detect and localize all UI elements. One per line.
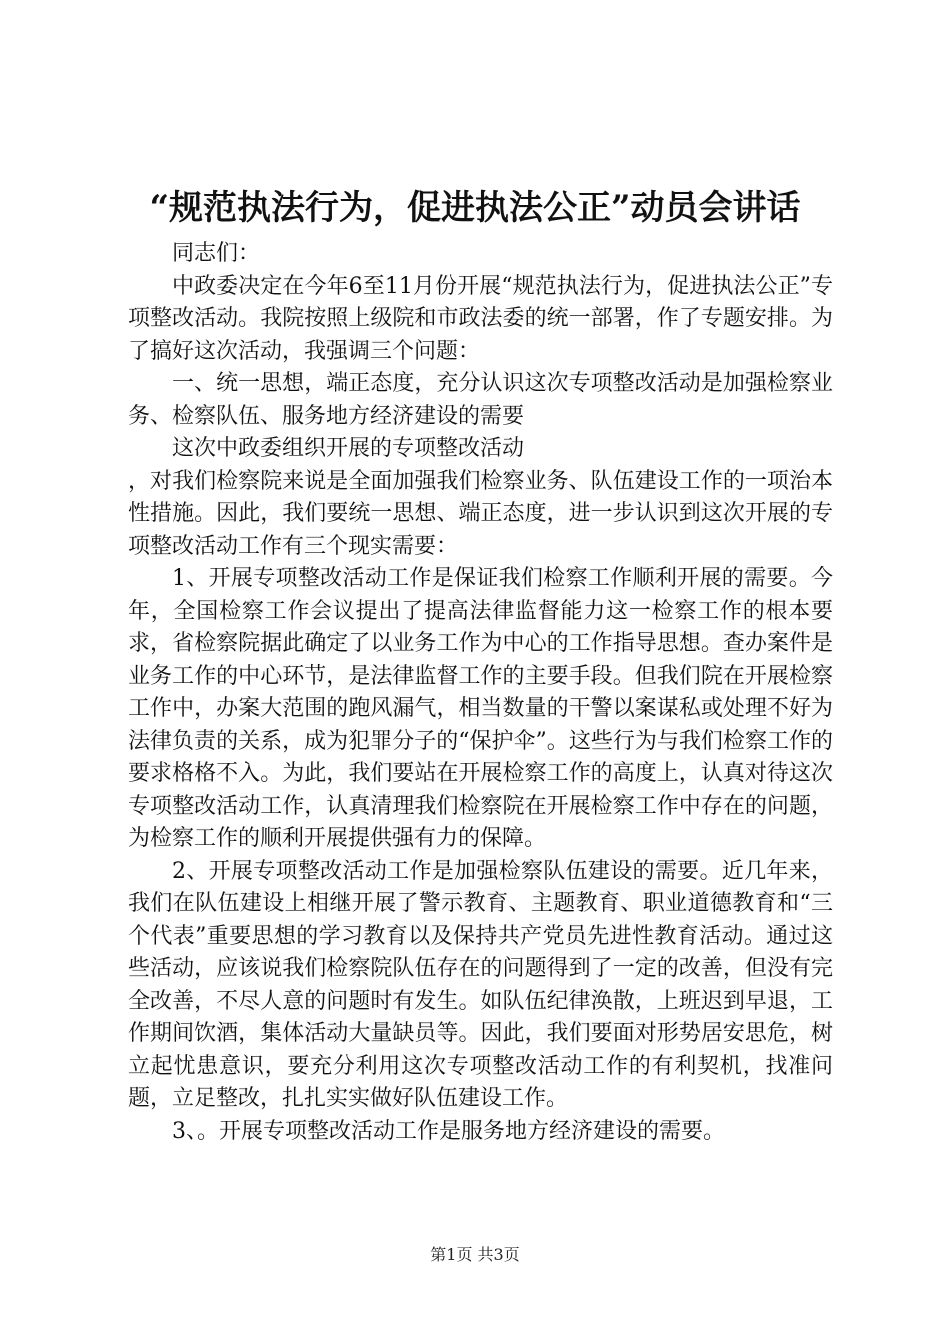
salutation: 同志们：: [172, 241, 261, 266]
paragraph-point-1: 1、开展专项整改活动工作是保证我们检察工作顺利开展的需要。今年，全国检察工作会议提出了提高法律监督能力这一检察工作的根本要求，省检察院据此确定了以业务工作为中心的工作指导思想。查办案件是业务工作的中心环节，是法律监督工作的主要手段。但我们院在开展检察工作中，办案大范围的跑风漏气，相当数量的干警以案谋私或处理不好为法律负责的关系，成为犯罪分子的“保护伞”。这些行为与我们检察工作的要求格格不入。为此，我们要站在开展检察工作的高度上，认真对待这次专项整改活动工作，认真清理我们检察院在开展检察工作中存在的问题，为检察工作的顺利开展提供强有力的保障。: [128, 566, 833, 851]
paragraph-point-2: 2、开展专项整改活动工作是加强检察队伍建设的需要。近几年来，我们在队伍建设上相继开展了警示教育、主题教育、职业道德教育和“三个代表”重要思想的学习教育以及保持共产党员先进性教育活动。通过这些活动，应该说我们检察院队伍存在的问题得到了一定的改善，但没有完全改善，不尽人意的问题时有发生。如队伍纪律涣散，上班迟到早退，工作期间饮酒，集体活动大量缺员等。因此，我们要面对形势居安思危，树立起忧患意识，要充分利用这次专项整改活动工作的有利契机，找准问题，立足整改，扎扎实实做好队伍建设工作。: [128, 858, 833, 1111]
paragraph-intro: 中政委决定在今年6至11月份开展“规范执法行为，促进执法公正”专项整改活动。我院按照上级院和市政法委的统一部署，作了专题安排。为了搞好这次活动，我强调三个问题：: [128, 273, 833, 364]
document-body: [128, 238, 833, 1148]
paragraph-activity: 这次中政委组织开展的专项整改活动: [172, 436, 525, 461]
paragraph-activity-continued: ，对我们检察院来说是全面加强我们检察业务、队伍建设工作的一项治本性措施。因此，我们要统一思想、端正态度，进一步认识到这次开展的专项整改活动工作有三个现实需要：: [128, 468, 833, 559]
section-heading-1: 一、统一思想，端正态度，充分认识这次专项整改活动是加强检察业务、检察队伍、服务地方经济建设的需要: [128, 371, 833, 429]
page-footer: 第1页 共3页: [430, 1245, 520, 1264]
document-title: “规范执法行为，促进执法公正”动员会讲话: [149, 188, 801, 228]
paragraph-point-3: 3、。开展专项整改活动工作是服务地方经济建设的需要。: [172, 1118, 725, 1144]
